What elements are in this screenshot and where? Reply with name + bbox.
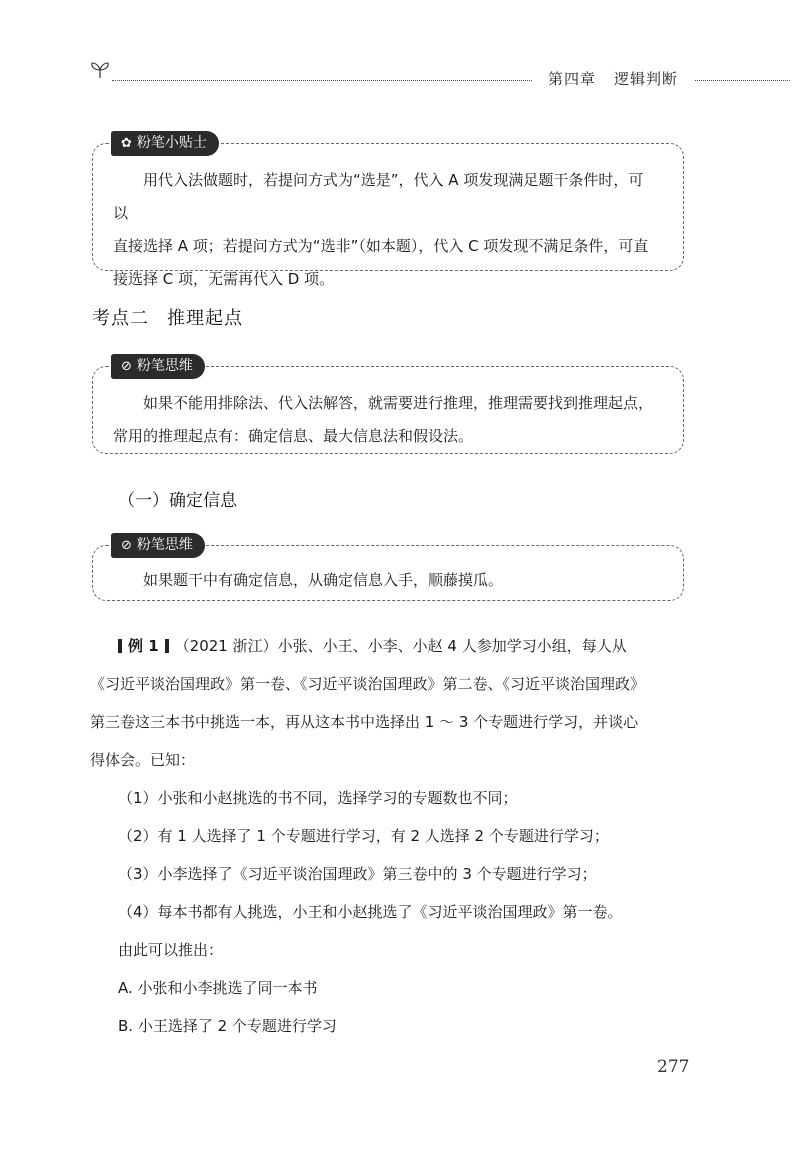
sprout-badge-icon: ✿ — [121, 136, 132, 151]
example-line: 第三卷这三本书中挑选一本，再从这本书中选择出 1 ～ 3 个专题进行学习，并谈心 — [90, 713, 639, 731]
tag-bar-icon — [165, 639, 169, 653]
condition-item: （4）每本书都有人挑选，小王和小赵挑选了《习近平谈治国理政》第一卷。 — [118, 903, 623, 921]
condition-item: （3）小李选择了《习近平谈治国理政》第三卷中的 3 个专题进行学习； — [118, 865, 597, 883]
no-sign-icon: ⊘ — [121, 359, 132, 374]
running-header — [548, 68, 696, 89]
question-prompt: 由此可以推出： — [118, 941, 224, 959]
example-tag-label: 例 1 — [128, 637, 159, 655]
header-chapter: 第四章 — [548, 70, 597, 88]
think-badge-1 — [111, 354, 205, 379]
example-tag — [118, 637, 175, 655]
example-line: 《习近平谈治国理政》第一卷、《习近平谈治国理政》第二卷、《习近平谈治国理政》 — [90, 675, 646, 693]
example-first-line — [118, 627, 627, 665]
section-number: 考点二 — [92, 308, 149, 329]
sprout-icon — [88, 60, 112, 80]
example-first-text: （2021 浙江）小张、小王、小李、小赵 4 人参加学习小组，每人从 — [174, 637, 627, 655]
think-line: 如果不能用排除法、代入法解答，就需要进行推理，推理需要找到推理起点， — [143, 394, 654, 412]
page-number: 277 — [657, 1057, 690, 1077]
think-badge-label: 粉笔思维 — [136, 537, 193, 553]
tag-bar-icon — [118, 639, 122, 653]
section-title: 推理起点 — [167, 308, 243, 329]
think-badge-label: 粉笔思维 — [136, 358, 193, 374]
condition-item: （2）有 1 人选择了 1 个专题进行学习，有 2 人选择 2 个专题进行学习； — [118, 827, 609, 845]
think-badge-2 — [111, 533, 205, 558]
tip-line: 接选择 C 项，无需再代入 D 项。 — [113, 270, 335, 288]
condition-item: （1）小张和小赵挑选的书不同，选择学习的专题数也不同； — [118, 789, 518, 807]
think-line: 如果题干中有确定信息，从确定信息入手，顺藤摸瓜。 — [143, 571, 504, 589]
think-box-1 — [92, 358, 684, 454]
option-b: B. 小王选择了 2 个专题进行学习 — [118, 1017, 337, 1035]
tip-line: 用代入法做题时，若提问方式为“选是”，代入 A 项发现满足题干条件时，可以 — [113, 171, 644, 222]
tip-badge — [111, 131, 219, 156]
tip-box — [92, 135, 684, 288]
header-section: 逻辑判断 — [614, 70, 679, 88]
tip-badge-label: 粉笔小贴士 — [136, 135, 207, 151]
tip-line: 直接选择 A 项；若提问方式为“选非”（如本题），代入 C 项发现不满足条件，可直 — [113, 237, 649, 255]
subheading: （一）确定信息 — [118, 491, 237, 511]
section-heading — [92, 304, 243, 330]
think-box-2 — [92, 537, 684, 601]
no-sign-icon: ⊘ — [121, 538, 132, 553]
example-line: 得体会。已知： — [90, 751, 196, 769]
think-line: 常用的推理起点有：确定信息、最大信息法和假设法。 — [113, 427, 474, 445]
option-a: A. 小张和小李挑选了同一本书 — [118, 979, 318, 997]
header-rule-left — [112, 80, 532, 81]
header-rule-right — [695, 80, 790, 81]
